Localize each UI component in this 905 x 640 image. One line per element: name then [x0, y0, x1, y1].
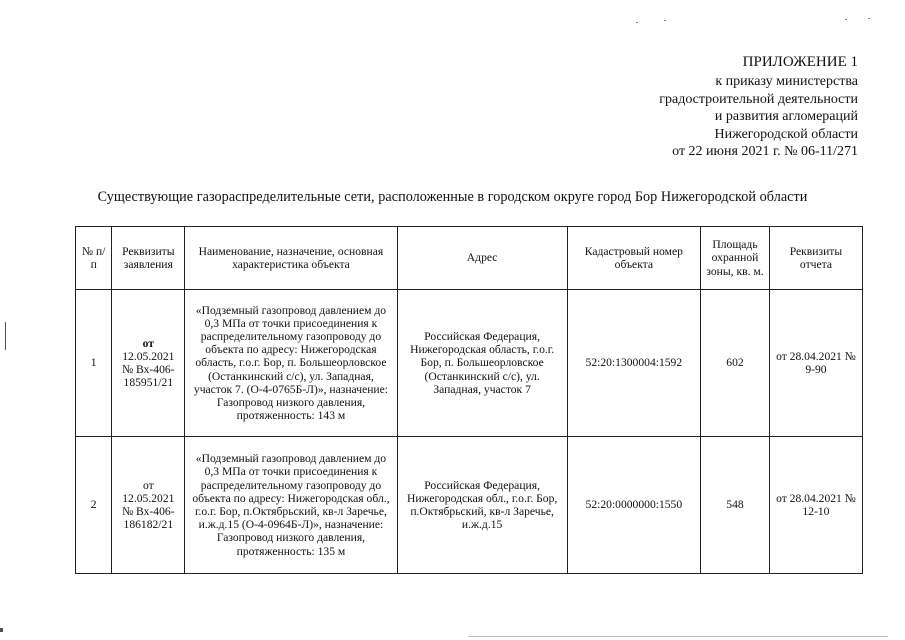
cell-area: 548 [701, 437, 770, 574]
cell-area: 602 [701, 290, 770, 437]
header-address: Адрес [397, 227, 567, 290]
cell-description: «Подземный газопровод давлением до 0,3 МПа от точки присоединения к распределительному газопроводу до объекта по адресу: Нижегородская область, г.о.г. Бор, п. Большеорловское (Останкинский с/с), ул. Западная, участок 7. (О-4-0765Б-Л)», назначение: Газопровод низкого давления, протяженность: 143 м [185, 290, 397, 437]
appendix-line: градостроительной деятельности [659, 91, 858, 107]
header-num: № п/п [76, 227, 112, 290]
cell-num: 1 [76, 290, 112, 437]
gas-network-table [75, 226, 863, 574]
scan-speck [636, 22, 638, 23]
table-row [76, 290, 863, 437]
cell-request [112, 437, 185, 574]
scan-mark [5, 322, 6, 350]
request-details: 12.05.2021 № Вх-406-186182/21 [122, 491, 175, 532]
header-request: Реквизиты заявления [112, 227, 185, 290]
cell-address: Российская Федерация, Нижегородская обл., г.о.г. Бор, п.Октябрьский, кв-л Заречье, и.ж.д.15 [397, 437, 567, 574]
scan-speck [868, 18, 870, 19]
header-area: Площадь охранной зоны, кв. м. [701, 227, 770, 290]
scan-speck [0, 628, 3, 632]
document-title: Существующие газораспределительные сети, расположенные в городском округе город Бор Нижегородской области [97, 189, 808, 205]
cell-cadastral: 52:20:1300004:1592 [567, 290, 701, 437]
appendix-heading: ПРИЛОЖЕНИЕ 1 [742, 54, 858, 70]
table-header-row [76, 227, 863, 290]
header-description: Наименование, назначение, основная характеристика объекта [185, 227, 397, 290]
request-details: 12.05.2021 № Вх-406-185951/21 [122, 349, 175, 390]
table-row [76, 437, 863, 574]
cell-description: «Подземный газопровод давлением до 0,3 МПа от точки присоединения к распределительному газопроводу до объекта по адресу: Нижегородская обл., г.о.г. Бор, п.Октябрьский, кв-л Заречье, и.ж.д.15 (О-4-0964Б-Л)», назначение: Газопровод низкого давления, протяженность: 135 м [185, 437, 397, 574]
request-prefix: от [142, 336, 154, 350]
appendix-line: и развития агломераций [714, 109, 858, 125]
cell-address: Российская Федерация, Нижегородская область, г.о.г. Бор, п. Большеорловское (Останкинский с/с), ул. Западная, участок 7 [397, 290, 567, 437]
scan-edge-line [468, 636, 888, 637]
scan-speck [664, 20, 666, 21]
appendix-line: к приказу министерства [715, 74, 858, 90]
cell-request [112, 290, 185, 437]
scan-speck [845, 19, 847, 20]
cell-report: от 28.04.2021 № 12-10 [769, 437, 862, 574]
appendix-line: Нижегородской области [714, 126, 858, 142]
request-prefix: от [142, 478, 154, 492]
header-report: Реквизиты отчета [769, 227, 862, 290]
appendix-block [659, 54, 858, 160]
cell-report: от 28.04.2021 № 9-90 [769, 290, 862, 437]
cell-num: 2 [76, 437, 112, 574]
header-cadastral: Кадастровый номер объекта [567, 227, 701, 290]
cell-cadastral: 52:20:0000000:1550 [567, 437, 701, 574]
appendix-line: от 22 июня 2021 г. № 06-11/271 [672, 144, 858, 160]
